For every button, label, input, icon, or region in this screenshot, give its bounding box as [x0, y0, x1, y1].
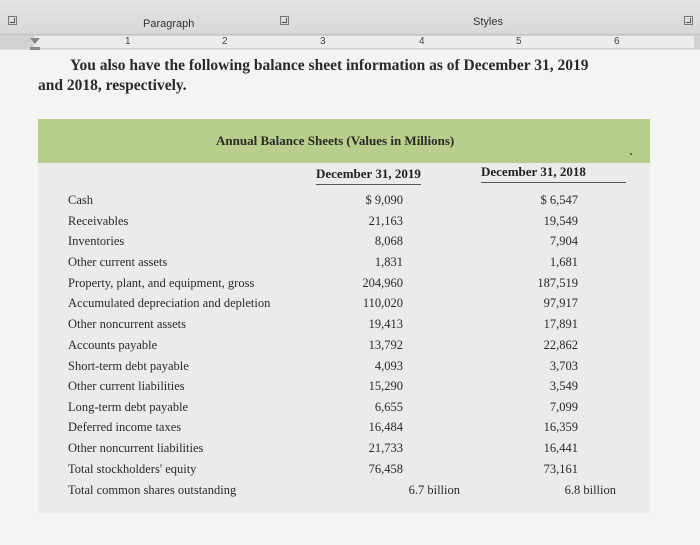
value-2018: 22,862	[543, 338, 578, 352]
row-label: Deferred income taxes	[68, 420, 182, 434]
value-2019: 19,413	[368, 317, 403, 331]
table-row	[38, 212, 650, 232]
table-row	[38, 315, 650, 335]
value-2018: 1,681	[549, 255, 578, 269]
value-2019: 1,831	[374, 255, 403, 269]
row-label: Other noncurrent liabilities	[68, 441, 204, 455]
value-2018: 7,904	[549, 234, 578, 248]
styles-group-label: Styles	[473, 16, 503, 28]
row-label: Inventories	[68, 234, 125, 248]
value-2019: 21,733	[368, 441, 403, 455]
value-2018: 6.8 billion	[564, 483, 616, 497]
table-row	[38, 439, 650, 459]
paragraph-launcher-icon[interactable]	[280, 16, 289, 25]
ruler-number: 6	[614, 36, 620, 47]
ribbon	[0, 0, 700, 35]
value-2018: 187,519	[537, 276, 578, 290]
table-row	[38, 357, 650, 377]
ruler-number: 1	[125, 36, 131, 47]
table-row	[38, 274, 650, 294]
intro-paragraph	[38, 56, 678, 96]
value-2019: 76,458	[368, 462, 403, 476]
value-2018: 3,703	[549, 359, 578, 373]
column-header-2018: December 31, 2018	[481, 164, 626, 183]
value-2018: 19,549	[543, 214, 578, 228]
table-row	[38, 336, 650, 356]
value-2018: 73,161	[543, 462, 578, 476]
value-2018: 17,891	[543, 317, 578, 331]
ruler-text-area	[34, 36, 694, 48]
document-page[interactable]	[0, 50, 700, 545]
table-row	[38, 253, 650, 273]
value-2019: 16,484	[368, 420, 403, 434]
value-2018: 97,917	[543, 296, 578, 310]
ruler-number: 4	[419, 36, 425, 47]
value-2019: 204,960	[362, 276, 403, 290]
value-2019: 6.7 billion	[408, 483, 460, 497]
row-label: Long-term debt payable	[68, 400, 189, 414]
table-row	[38, 232, 650, 252]
value-2018: $ 6,547	[540, 193, 578, 207]
ruler-number: 2	[222, 36, 228, 47]
row-label: Total common shares outstanding	[68, 483, 237, 497]
value-2019: 4,093	[374, 359, 403, 373]
first-line-indent-marker[interactable]	[30, 38, 40, 44]
value-2019: 21,163	[368, 214, 403, 228]
intro-line-2: and 2018, respectively.	[38, 77, 187, 94]
value-2018: 3,549	[549, 379, 578, 393]
cursor-mark	[630, 153, 632, 155]
row-label: Total stockholders' equity	[68, 462, 197, 476]
table-row	[38, 191, 650, 211]
table-row	[38, 460, 650, 480]
row-label: Cash	[68, 193, 93, 207]
paragraph-group-label: Paragraph	[143, 18, 195, 30]
table-row	[38, 418, 650, 438]
row-label: Other current assets	[68, 255, 168, 269]
row-label: Accounts payable	[68, 338, 158, 352]
value-2019: 15,290	[368, 379, 403, 393]
value-2018: 16,359	[543, 420, 578, 434]
row-label: Accumulated depreciation and depletion	[68, 296, 271, 310]
row-label: Other noncurrent assets	[68, 317, 187, 331]
horizontal-ruler[interactable]	[0, 35, 700, 49]
value-2018: 7,099	[549, 400, 578, 414]
value-2019: 6,655	[374, 400, 403, 414]
styles-launcher-icon[interactable]	[684, 16, 693, 25]
row-label: Property, plant, and equipment, gross	[68, 276, 255, 290]
table-row	[38, 377, 650, 397]
row-label: Other current liabilities	[68, 379, 185, 393]
table-row	[38, 398, 650, 418]
row-label: Receivables	[68, 214, 129, 228]
table-header-band	[38, 119, 650, 163]
table-title: Annual Balance Sheets (Values in Millions)	[216, 133, 455, 148]
dialog-launcher-icon[interactable]	[8, 16, 17, 25]
value-2019: 8,068	[374, 234, 403, 248]
value-2018: 16,441	[543, 441, 578, 455]
intro-line-1: You also have the following balance sheet information as of December 31, 2019	[70, 57, 589, 74]
value-2019: $ 9,090	[365, 193, 403, 207]
value-2019: 110,020	[362, 296, 403, 310]
balance-sheet-table	[38, 119, 650, 513]
row-label: Short-term debt payable	[68, 359, 189, 373]
table-row	[38, 481, 650, 501]
ruler-number: 3	[320, 36, 326, 47]
column-header-2019: December 31, 2019	[316, 166, 421, 185]
ruler-number: 5	[516, 36, 522, 47]
table-row	[38, 294, 650, 314]
value-2019: 13,792	[368, 338, 403, 352]
